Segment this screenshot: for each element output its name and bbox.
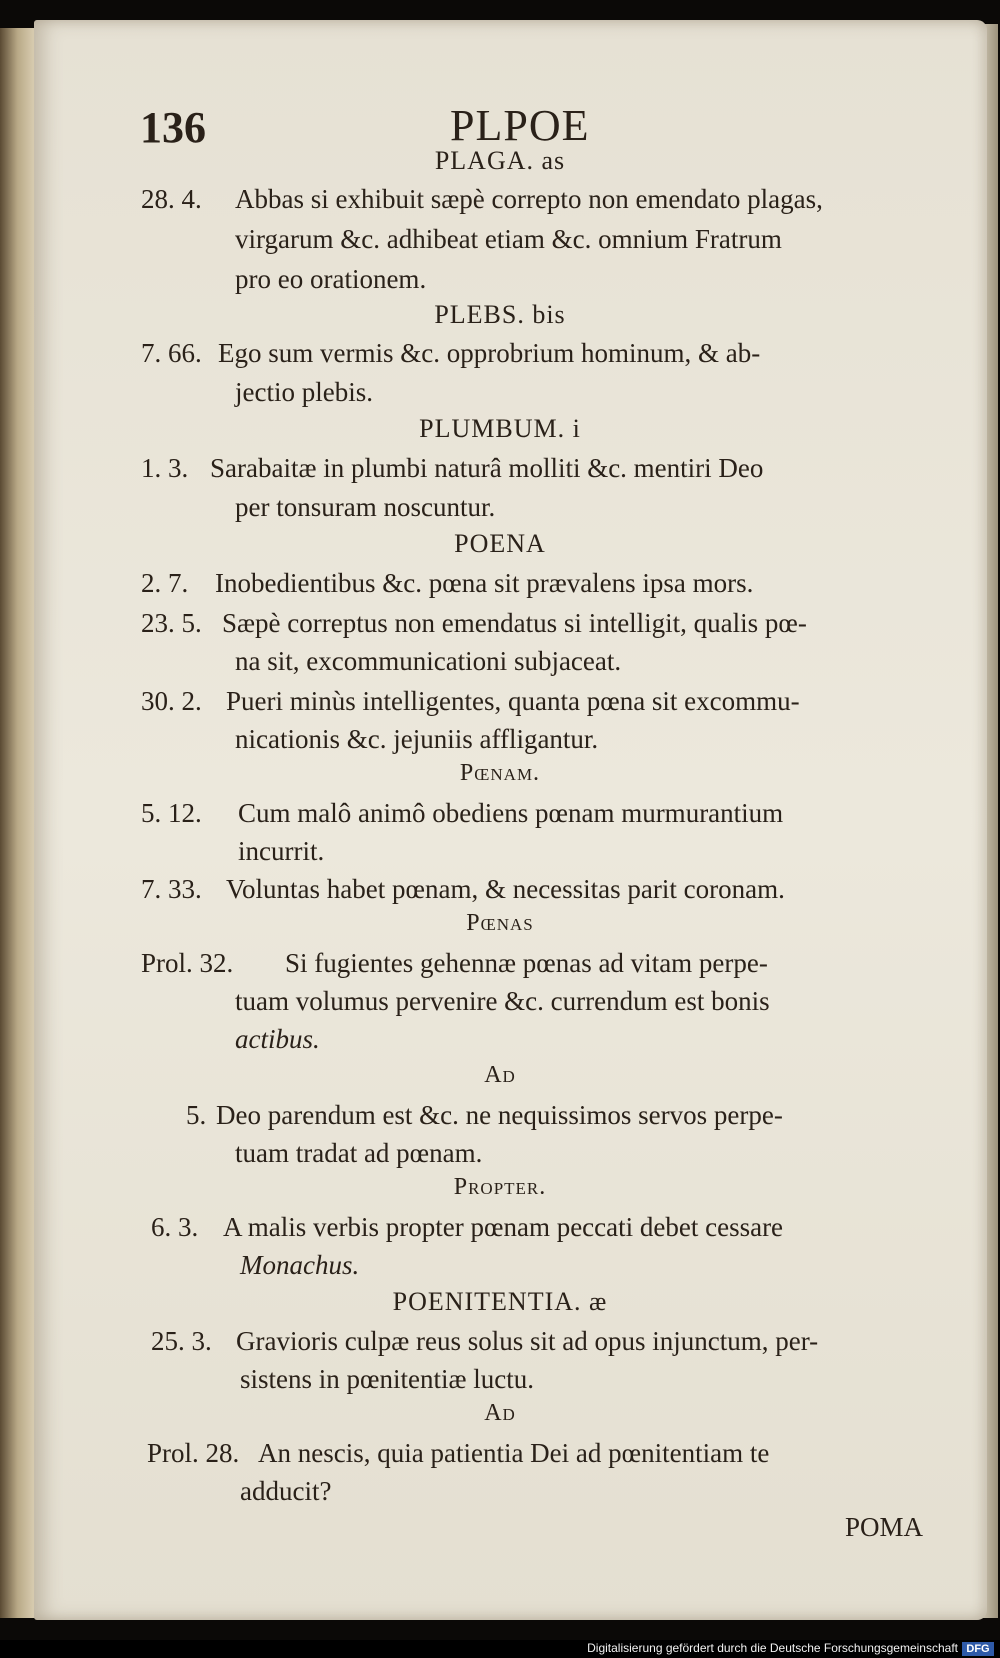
entry-line: actibus. [235, 1024, 320, 1054]
heading-plaga: PLAGA. as [434, 146, 566, 175]
entry-line: incurrit. [238, 836, 325, 866]
entry-line: Si fugientes gehennæ pœnas ad vitam perpe- [285, 948, 768, 978]
entry-line: Gravioris culpæ reus solus sit ad opus injunctum, per- [236, 1326, 819, 1356]
dfg-logo: DFG [962, 1642, 994, 1656]
entry-line: nicationis &c. jejuniis affligantur. [235, 724, 599, 754]
page-number: 136 [140, 103, 206, 152]
entry-line: Abbas si exhibuit sæpè correpto non emendato plagas, [235, 184, 823, 214]
heading-plebs: PLEBS. bis [434, 300, 566, 329]
entry-line: sistens in pœnitentiæ luctu. [240, 1364, 534, 1394]
entry-ref: 7. 66. [141, 338, 202, 368]
entry-ref: 1. 3. [141, 453, 189, 483]
entry-ref: Prol. 32. [141, 948, 234, 978]
entry-ref: 7. 33. [141, 874, 202, 904]
entry-line: Sæpè correptus non emendatus si intelligit, qualis pœ- [222, 608, 807, 638]
entry-line: na sit, excommunicationi subjaceat. [235, 646, 622, 676]
heading-poena: POENA [454, 529, 546, 558]
heading-ad: Ad [484, 1400, 516, 1426]
entry-line: jectio plebis. [235, 377, 373, 407]
entry-line: Voluntas habet pœnam, & necessitas parit coronam. [226, 874, 785, 904]
entry-ref: Prol. 28. [147, 1438, 240, 1468]
catchword: POMA [845, 1512, 924, 1542]
entry-line: Pueri minùs intelligentes, quanta pœna sit excommu- [226, 686, 800, 716]
heading-poenas: Pœnas [466, 910, 534, 936]
entry-ref: 25. 3. [151, 1326, 212, 1356]
entry-line: per tonsuram noscuntur. [235, 492, 496, 522]
entry-line: Monachus. [240, 1250, 360, 1280]
heading-plumbum: PLUMBUM. i [419, 414, 581, 443]
entry-line: Ego sum vermis &c. opprobrium hominum, & ab- [218, 338, 761, 368]
entry-line: tuam volumus pervenire &c. currendum est bonis [235, 986, 770, 1016]
entry-line: pro eo orationem. [235, 264, 427, 294]
entry-line: Inobedientibus &c. pœna sit prævalens ipsa mors. [215, 568, 754, 598]
entry-line: A malis verbis propter pœnam peccati debet cessare [223, 1212, 784, 1242]
entry-ref: 28. 4. [141, 184, 202, 214]
entry-ref: 5. 12. [141, 798, 202, 828]
entry-line: Deo parendum est &c. ne nequissimos servos perpe- [216, 1100, 783, 1130]
entry-line: Sarabaitæ in plumbi naturâ molliti &c. mentiri Deo [210, 453, 764, 483]
entry-ref: 23. 5. [141, 608, 202, 638]
entry-ref: 5. [186, 1100, 207, 1130]
running-head: PLPOE [450, 101, 590, 150]
entry-line: Cum malô animô obediens pœnam murmurantium [238, 798, 784, 828]
heading-poenam: Pœnam. [459, 760, 541, 786]
footer-credit: Digitalisierung gefördert durch die Deutsche Forschungsgemeinschaft [587, 1641, 958, 1655]
heading-ad: Ad [484, 1062, 516, 1088]
entry-line: tuam tradat ad pœnam. [235, 1138, 483, 1168]
heading-poenitentia: POENITENTIA. æ [392, 1287, 608, 1316]
entry-line: An nescis, quia patientia Dei ad pœnitentiam te [258, 1438, 770, 1468]
entry-line: virgarum &c. adhibeat etiam &c. omnium Fratrum [235, 224, 782, 254]
entry-line: adducit? [240, 1476, 332, 1506]
heading-propter: Propter. [453, 1174, 547, 1200]
entry-ref: 2. 7. [141, 568, 189, 598]
entry-ref: 6. 3. [151, 1212, 199, 1242]
entry-ref: 30. 2. [141, 686, 202, 716]
